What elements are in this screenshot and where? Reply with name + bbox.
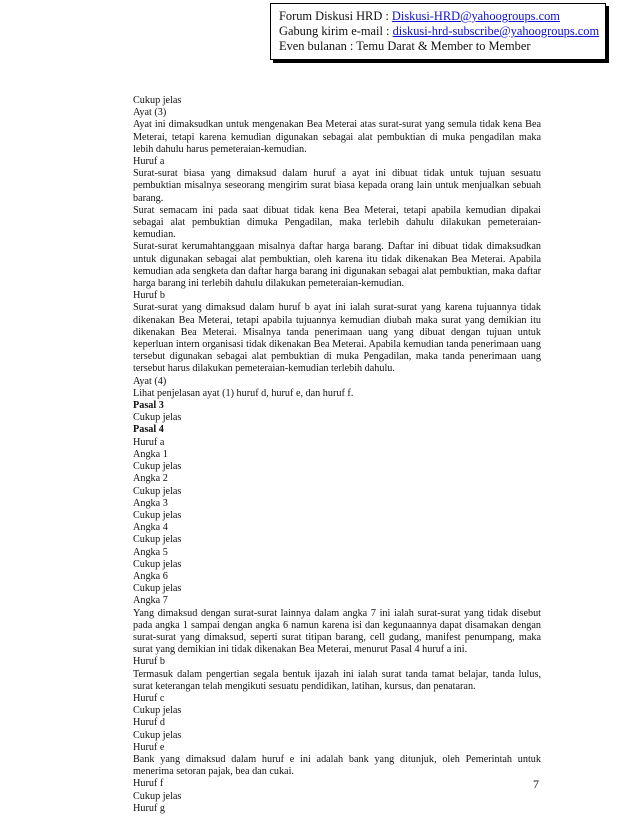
body-paragraph: Huruf b — [133, 290, 165, 302]
body-paragraph: Cukup jelas — [133, 461, 182, 473]
body-paragraph: Bank yang dimaksud dalam huruf e ini adalah bank yang ditunjuk, oleh Pemerintah untuk menerima setoran pajak, bea dan cukai. — [133, 753, 541, 778]
body-paragraph: Cukup jelas — [133, 558, 182, 570]
body-paragraph: Angka 1 — [133, 448, 168, 460]
body-paragraph: Huruf a — [133, 156, 165, 168]
body-paragraph: Lihat penjelasan ayat (1) huruf d, huruf e, dan huruf f. — [133, 387, 354, 399]
body-paragraph: Cukup jelas — [133, 705, 182, 717]
body-paragraph: Angka 3 — [133, 497, 168, 509]
forum-email-link[interactable]: Diskusi-HRD@yahoogroups.com — [391, 9, 560, 23]
body-paragraph: Surat-surat yang dimaksud dalam huruf b ayat ini ialah surat-surat yang karena tujuannya tidak dikenakan Bea Meterai, tetapi apabila tujuannya kemudian diubah maka surat yang demikian itu dikenakan Bea Meterai. Misalnya tanda penerimaan uang yang dibuat dengan tujuan untuk keperluan intern organisasi tidak dikenakan Bea Meterai. Apabila kemudian tanda penerimaan uang tersebut digunakan sebagai alat pembuktian di muka Pengadilan, maka tanda penerimaan uang tersebut harus dilakukan pemeteraian-kemudian terlebih dahulu. — [133, 302, 541, 375]
body-paragraph: Yang dimaksud dengan surat-surat lainnya dalam angka 7 ini ialah surat-surat yang tidak disebut pada angka 1 sampai dengan angka 6 namun karena isi dan kegunaannya dapat disamakan dengan surat-surat yang dimaksud, seperti surat titipan barang, cell gudang, manifest penumpang, maka surat yang demikian ini tidak dikenakan Bea Meterai, menurut Pasal 4 huruf a ini. — [133, 607, 541, 656]
body-paragraph: Cukup jelas — [133, 790, 182, 802]
body-paragraph: Surat-surat biasa yang dimaksud dalam huruf a ayat ini dibuat tidak untuk tujuan sesuatu pembuktian misalnya seseorang mengirim surat biasa kepada orang lain untuk menjualkan sebuah barang. — [133, 168, 541, 204]
body-paragraph: Huruf f — [133, 778, 164, 790]
body-paragraph: Cukup jelas — [133, 534, 182, 546]
body-paragraph: Cukup jelas — [133, 729, 182, 741]
body-paragraph: Angka 7 — [133, 595, 168, 607]
join-line — [279, 24, 605, 39]
forum-line — [279, 9, 605, 24]
body-paragraph: Angka 6 — [133, 570, 168, 582]
body-paragraph: Cukup jelas — [133, 509, 182, 521]
forum-header-box — [270, 3, 606, 60]
body-paragraph: Angka 4 — [133, 522, 168, 534]
body-paragraph: Huruf g — [133, 802, 165, 814]
body-paragraph: Huruf d — [133, 717, 165, 729]
page-number: 7 — [533, 777, 539, 791]
body-paragraph: Surat semacam ini pada saat dibuat tidak kena Bea Meterai, tetapi apabila kemudian dipakai sebagai alat pembuktian dimuka Pengadilan, maka terlebih dahulu dilakukan pemeteraian-kemudian. — [133, 204, 541, 241]
event-line: Even bulanan : Temu Darat & Member to Member — [279, 39, 531, 53]
document-body — [133, 95, 541, 815]
forum-label: Forum Diskusi HRD : — [279, 9, 392, 23]
section-heading: Pasal 4 — [133, 424, 164, 436]
body-paragraph: Ayat (3) — [133, 107, 167, 119]
body-paragraph: Huruf e — [133, 741, 165, 753]
join-label: Gabung kirim e-mail : — [279, 24, 393, 38]
body-paragraph: Huruf a — [133, 436, 165, 448]
body-paragraph: Ayat ini dimaksudkan untuk mengenakan Bea Meterai atas surat-surat yang semula tidak kena Bea Meterai, tetapi karena kemudian digunakan sebagai alat pembuktian di muka pengadilan maka lebih dahulu harus pemeteraian-kemudian. — [133, 119, 541, 155]
body-paragraph: Angka 2 — [133, 473, 168, 485]
body-paragraph: Termasuk dalam pengertian segala bentuk ijazah ini ialah surat tanda tamat belajar, tanda lulus, surat keterangan telah mengikuti sesuatu pendidikan, latihan, kursus, dan penataran. — [133, 668, 541, 692]
body-paragraph: Huruf b — [133, 656, 165, 668]
body-paragraph: Huruf c — [133, 692, 165, 704]
body-paragraph: Surat-surat kerumahtanggaan misalnya daftar harga barang. Daftar ini dibuat tidak dimaksudkan untuk digunakan sebagai alat pembuktian, oleh karena itu tidak dikenakan Bea Meterai. Apabila kemudian ada sengketa dan daftar harga barang ini digunakan sebagai alat pembuktian, maka daftar harga barang ini terlebih dahulu dilakukan pemeteraian-kemudian. — [133, 241, 541, 290]
body-paragraph: Cukup jelas — [133, 412, 182, 424]
subscribe-email-link[interactable]: diskusi-hrd-subscribe@yahoogroups.com — [392, 24, 600, 38]
body-paragraph: Cukup jelas — [133, 485, 182, 497]
body-paragraph: Cukup jelas — [133, 95, 182, 106]
section-heading: Pasal 3 — [133, 400, 164, 412]
body-paragraph: Angka 5 — [133, 546, 168, 558]
body-paragraph: Cukup jelas — [133, 583, 182, 595]
body-paragraph: Ayat (4) — [133, 375, 167, 387]
